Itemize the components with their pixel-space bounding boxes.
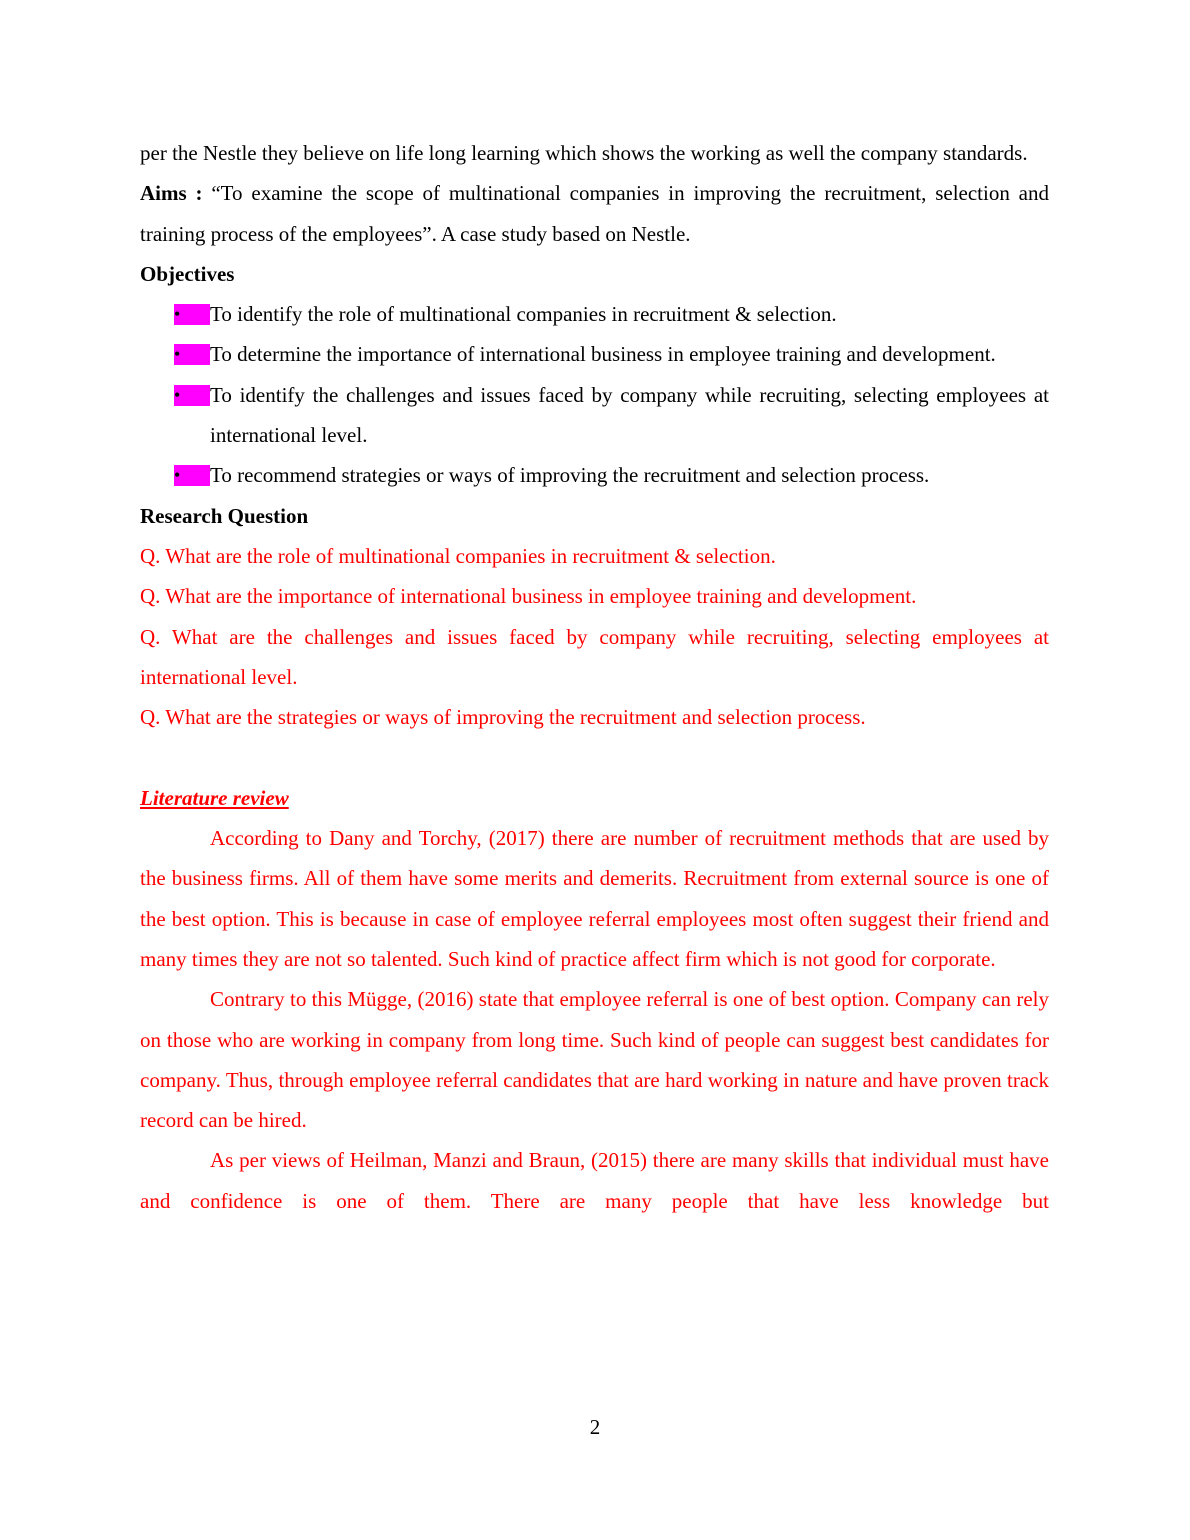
list-item	[140, 375, 1049, 456]
aims-paragraph	[140, 173, 1049, 254]
literature-paragraph: As per views of Heilman, Manzi and Braun, (2015) there are many skills that individual must have and confidence is one of them. There are many people that have less knowledge but	[140, 1148, 1049, 1213]
research-question: Q. What are the importance of international business in employee training and development.	[140, 584, 917, 609]
literature-review-heading: Literature review	[140, 785, 289, 810]
list-item	[140, 455, 1049, 495]
objective-text: To identify the role of multinational companies in recruitment & selection.	[210, 302, 837, 327]
objective-text: To identify the challenges and issues faced by company while recruiting, selecting employees at international level.	[210, 382, 1049, 448]
research-question: Q. What are the role of multinational companies in recruitment & selection.	[140, 543, 776, 568]
objective-text: To recommend strategies or ways of improving the recruitment and selection process.	[210, 463, 930, 488]
research-question: Q. What are the challenges and issues faced by company while recruiting, selecting employees at international level.	[140, 624, 1049, 689]
document-body	[140, 133, 1049, 1221]
bullet-icon: •	[174, 344, 210, 365]
intro-paragraph: per the Nestle they believe on life long learning which shows the working as well the company standards.	[140, 141, 1028, 165]
blank-line	[140, 737, 1049, 777]
aims-label: Aims :	[140, 181, 203, 206]
literature-paragraph: Contrary to this Mügge, (2016) state that employee referral is one of best option. Company can rely on those who are working in company from long time. Such kind of people can suggest best candidates for company. Thus, through employee referral candidates that are hard working in nature and have proven track record can be hired.	[140, 987, 1049, 1133]
list-item	[140, 294, 1049, 334]
research-question: Q. What are the strategies or ways of improving the recruitment and selection process.	[140, 705, 866, 730]
list-item	[140, 334, 1049, 374]
page-number: 2	[589, 1415, 601, 1439]
bullet-icon: •	[174, 304, 210, 325]
bullet-icon: •	[174, 465, 210, 486]
research-question-heading: Research Question	[140, 503, 309, 528]
objectives-heading: Objectives	[140, 261, 235, 286]
objective-text: To determine the importance of international business in employee training and development.	[210, 342, 996, 367]
literature-paragraph: According to Dany and Torchy, (2017) there are number of recruitment methods that are used by the business firms. All of them have some merits and demerits. Recruitment from external source is one of the best option. This is because in case of employee referral employees most often suggest their friend and many times they are not so talented. Such kind of practice affect firm which is not good for corporate.	[140, 826, 1049, 971]
objectives-list	[140, 294, 1049, 495]
aims-text: “To examine the scope of multinational companies in improving the recruitment, selection and training process of the employees”. A case study based on Nestle.	[140, 181, 1049, 246]
bullet-icon: •	[174, 385, 210, 406]
